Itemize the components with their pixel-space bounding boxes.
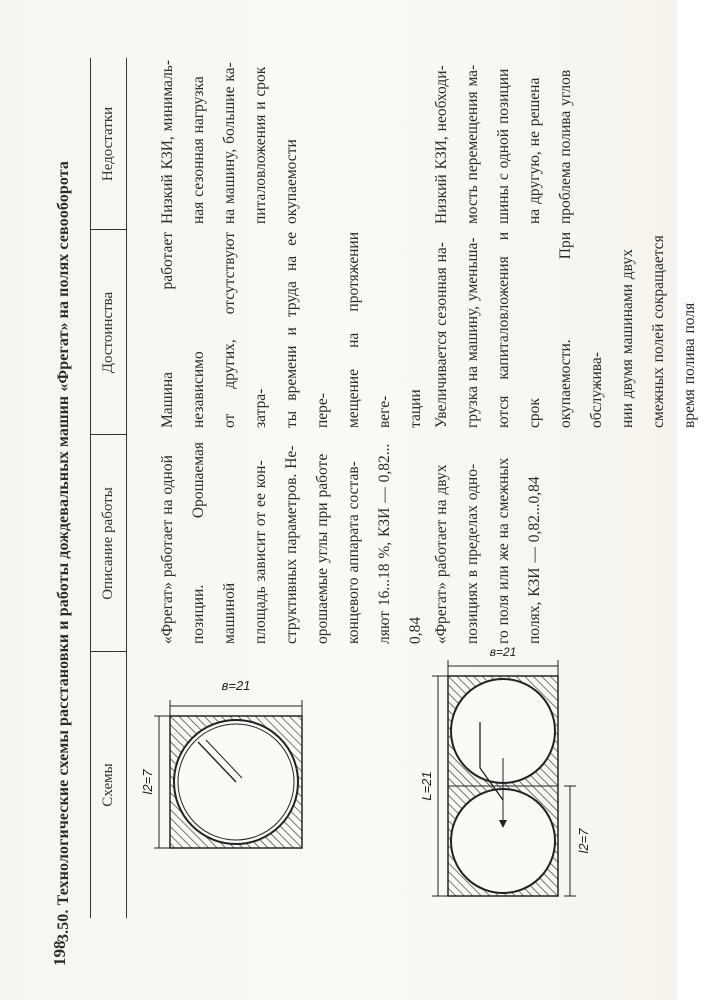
column-header-description: Описание работы xyxy=(99,487,116,600)
row-2-advantages xyxy=(426,232,705,428)
text-line: смежных полей сокращается xyxy=(650,235,667,428)
text-line: ты времени и труда на ее пере- xyxy=(283,232,331,428)
text-line: «Фрегат» работает на двух xyxy=(433,464,450,644)
column-header-schemes: Схемы xyxy=(99,763,116,807)
text-line: окупаемости. При обслужива- xyxy=(557,232,605,428)
text-line: питаловложения и срок xyxy=(252,66,269,224)
text-line: Низкий КЗИ, минималь- xyxy=(159,59,176,224)
table-top-rule xyxy=(90,58,91,918)
scheme-one-position-diagram xyxy=(134,652,324,918)
table-title: 3.50. Технологические схемы расстановки и работы дождевальных машин «Фрегат» на полях севооборота xyxy=(55,161,72,942)
scheme-inner-label: l2=7 xyxy=(576,828,591,854)
text-line: позиции. Орошаемая машиной xyxy=(190,442,238,644)
text-line: проблема полива углов xyxy=(557,69,574,224)
text-line: ная сезонная нагрузка xyxy=(190,76,207,224)
row-2-disadvantages xyxy=(426,56,581,224)
scheme-width-label: в=21 xyxy=(221,678,251,693)
text-line: 0,84 xyxy=(407,616,424,644)
text-line: шины с одной позиции xyxy=(495,68,512,224)
text-line: время полива поля xyxy=(681,302,698,428)
scheme-width-label: в=21 xyxy=(489,645,517,659)
text-line: Низкий КЗИ, необходи- xyxy=(433,65,450,224)
text-line: го поля или же на смежных xyxy=(495,457,512,644)
text-line: мещение на протяжении веге- xyxy=(345,232,393,428)
text-line: тации xyxy=(407,389,424,428)
text-line: от других, отсутствуют затра- xyxy=(221,232,269,428)
row-1-description xyxy=(152,442,431,644)
scheme-length-label: l2=7 xyxy=(140,769,155,795)
column-header-disadvantages: Недостатки xyxy=(99,106,116,182)
row-1-disadvantages xyxy=(152,56,307,224)
text-line: ются капиталовложения и срок xyxy=(495,232,543,428)
text-line: полях, КЗИ — 0,82...0,84 xyxy=(526,476,543,644)
text-line: ляют 16...18 %, КЗИ — 0,82... xyxy=(376,443,393,644)
text-line: Машина работает независимо xyxy=(159,232,207,428)
row-2-description xyxy=(426,442,550,644)
page-number: 198 xyxy=(50,940,69,966)
text-line: «Фрегат» работает на одной xyxy=(159,455,176,644)
scheme-length-label: L=21 xyxy=(419,771,434,801)
text-line: концевого аппарата состав- xyxy=(345,461,362,644)
header-bottom-rule xyxy=(126,58,127,918)
text-line: грузка на машину, уменьша- xyxy=(464,237,481,428)
text-line: окупаемости xyxy=(283,139,300,224)
text-line: орошаемые углы при работе xyxy=(314,453,331,644)
text-line: позициях в пределах одно- xyxy=(464,463,481,644)
text-line: Увеличивается сезонная на- xyxy=(433,242,450,428)
text-line: на машину, большие ка- xyxy=(221,62,238,224)
text-line: площадь зависит от ее кон- xyxy=(252,460,269,644)
text-line: на другую, не решена xyxy=(526,77,543,224)
text-line: нии двумя машинами двух xyxy=(619,249,636,428)
row-1-advantages xyxy=(152,232,431,428)
text-line: структивных параметров. Не- xyxy=(283,445,300,644)
scheme-two-position-diagram xyxy=(418,645,598,918)
text-line: мость перемещения ма- xyxy=(464,64,481,224)
column-header-advantages: Достоинства xyxy=(99,291,116,374)
